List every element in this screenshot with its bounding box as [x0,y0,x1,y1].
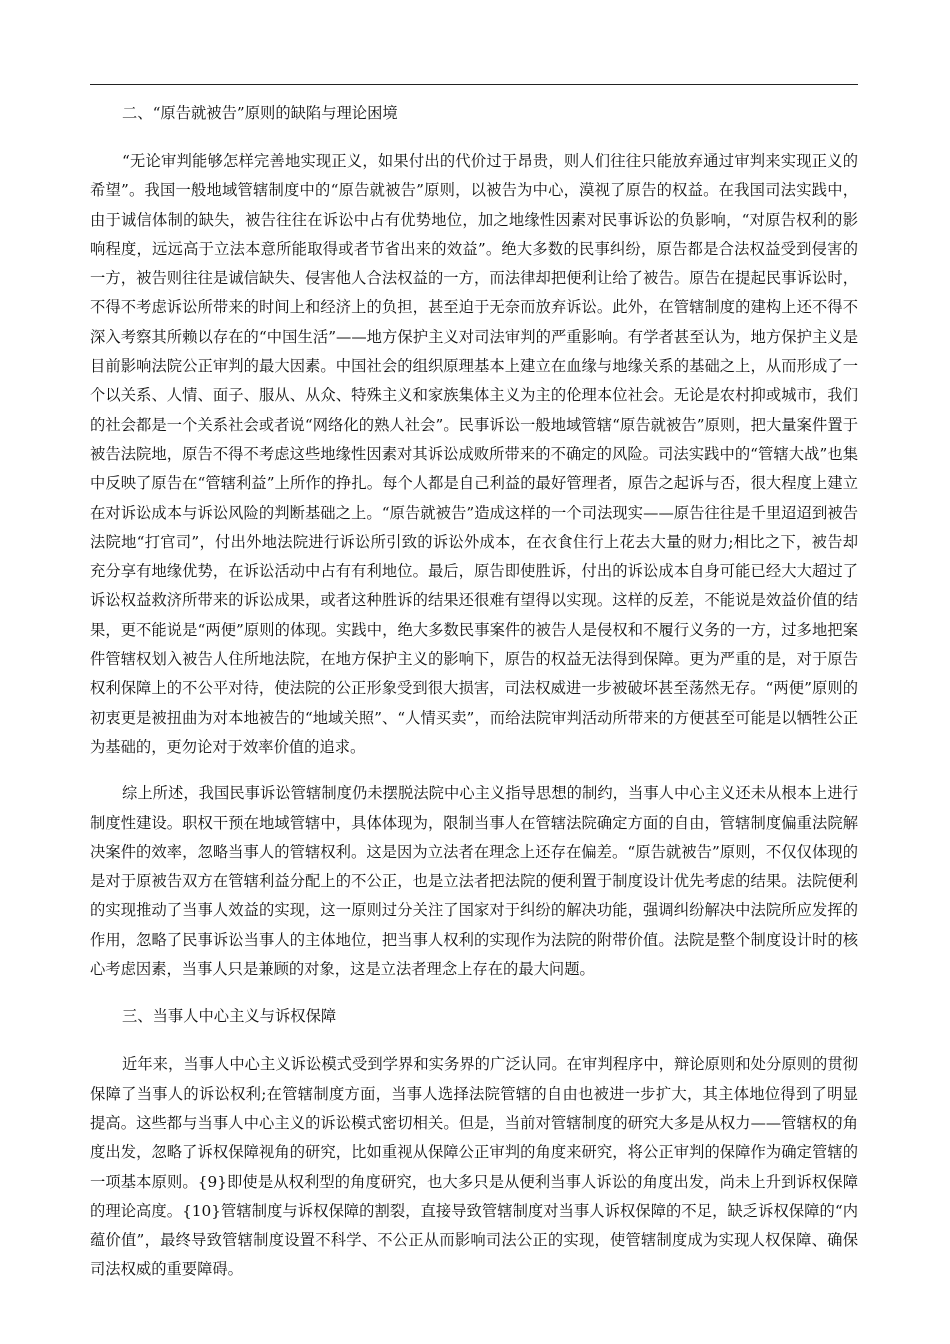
document-page [90,0,858,1344]
body-paragraph: 综上所述，我国民事诉讼管辖制度仍未摆脱法院中心主义指导思想的制约，当事人中心主义还未从根本上进行制度性建设。职权干预在地域管辖中，具体体现为，限制当事人在管辖法院确定方面的自由，管辖制度偏重法院解决案件的效率，忽略当事人的管辖权利。这是因为立法者在理念上还存在偏差。“原告就被告”原则，不仅仅体现的是对于原被告双方在管辖利益分配上的不公正，也是立法者把法院的便利置于制度设计优先考虑的结果。法院便利的实现推动了当事人效益的实现，这一原则过分关注了国家对于纠纷的解决功能，强调纠纷解决中法院所应发挥的作用，忽略了民事诉讼当事人的主体地位，把当事人权利的实现作为法院的附带价值。法院是整个制度设计时的核心考虑因素，当事人只是兼顾的对象，这是立法者理念上存在的最大问题。 [90,784,858,979]
body-paragraph: 近年来，当事人中心主义诉讼模式受到学界和实务界的广泛认同。在审判程序中，辩论原则和处分原则的贯彻保障了当事人的诉讼权利;在管辖制度方面，当事人选择法院管辖的自由也被进一步扩大，其主体地位得到了明显提高。这些都与当事人中心主义的诉讼模式密切相关。但是，当前对管辖制度的研究大多是从权力——管辖权的角度出发，忽略了诉权保障视角的研究，比如重视从保障公正审判的角度来研究，将公正审判的保障作为确定管辖的一项基本原则。{9}即使是从权利型的角度研究，也大多只是从便利当事人诉讼的角度出发，尚未上升到诉权保障的理论高度。{10}管辖制度与诉权保障的割裂，直接导致管辖制度对当事人诉权保障的不足，缺乏诉权保障的“内蕴价值”，最终导致管辖制度设置不科学、不公正从而影响司法公正的实现，使管辖制度成为实现人权保障、确保司法权威的重要障碍。 [90,1055,858,1279]
body-paragraph: “无论审判能够怎样完善地实现正义，如果付出的代价过于昂贵，则人们往往只能放弃通过审判来实现正义的希望”。我国一般地域管辖制度中的“原告就被告”原则，以被告为中心，漠视了原告的权益。在我国司法实践中，由于诚信体制的缺失，被告往往在诉讼中占有优势地位，加之地缘性因素对民事诉讼的负影响，“对原告权利的影响程度，远远高于立法本意所能取得或者节省出来的效益”。绝大多数的民事纠纷，原告都是合法权益受到侵害的一方，被告则往往是诚信缺失、侵害他人合法权益的一方，而法律却把便利让给了被告。原告在提起民事诉讼时，不得不考虑诉讼所带来的时间上和经济上的负担，甚至迫于无奈而放弃诉讼。此外，在管辖制度的建构上还不得不深入考察其所赖以存在的“中国生活”——地方保护主义对司法审判的严重影响。有学者甚至认为，地方保护主义是目前影响法院公正审判的最大因素。中国社会的组织原理基本上建立在血缘与地缘关系的基础之上，从而形成了一个以关系、人情、面子、服从、从众、特殊主义和家族集体主义为主的伦理本位社会。无论是农村抑或城市，我们的社会都是一个关系社会或者说“网络化的熟人社会”。民事诉讼一般地域管辖“原告就被告”原则，把大量案件置于被告法院地，原告不得不考虑这些地缘性因素对其诉讼成败所带来的不确定的风险。司法实践中的“管辖大战”也集中反映了原告在“管辖利益”上所作的挣扎。每个人都是自己利益的最好管理者，原告之起诉与否，很大程度上建立在对诉讼成本与诉讼风险的判断基础之上。“原告就被告”造成这样的一个司法现实——原告往往是千里迢迢到被告法院地“打官司”，付出外地法院进行诉讼所引致的诉讼外成本，在衣食住行上花去大量的财力;相比之下，被告却充分享有地缘优势，在诉讼活动中占有有利地位。最后，原告即使胜诉，付出的诉讼成本自身可能已经大大超过了诉讼权益救济所带来的诉讼成果，或者这种胜诉的结果还很难有望得以实现。这样的反差，不能说是效益价值的结果，更不能说是“两便”原则的体现。实践中，绝大多数民事案件的被告人是侵权和不履行义务的一方，过多地把案件管辖权划入被告人住所地法院，在地方保护主义的影响下，原告的权益无法得到保障。更为严重的是，对于原告权利保障上的不公平对待，使法院的公正形象受到很大损害，司法权威进一步被破坏甚至荡然无存。“两便”原则的初衷更是被扭曲为对本地被告的“地域关照”、“人情买卖”，而给法院审判活动所带来的方便甚至可能是以牺牲公正为基础的，更勿论对于效率价值的追求。 [90,152,858,756]
document-body [90,98,858,1285]
header-rule [90,84,858,85]
section-heading-3: 三、当事人中心主义与诉权保障 [122,1007,337,1026]
section-heading-2: 二、“原告就被告”原则的缺陷与理论困境 [122,104,398,122]
